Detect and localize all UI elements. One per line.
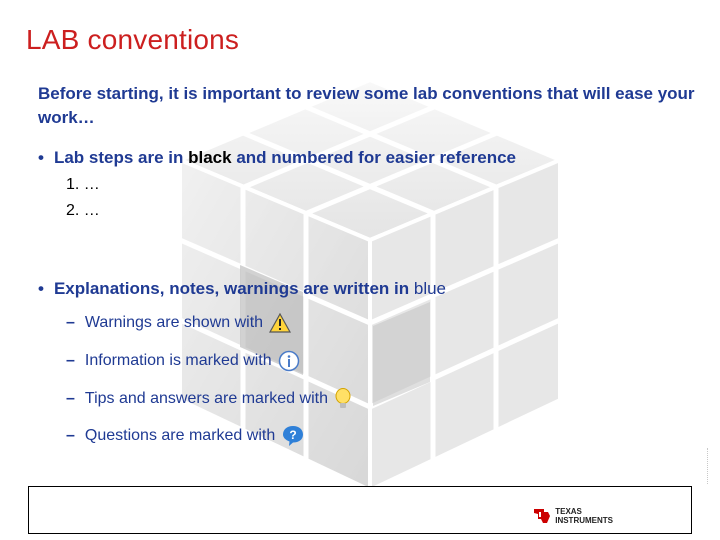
- subitem-information-text: Information is marked with: [84, 352, 272, 369]
- subitem-information: [66, 350, 300, 372]
- dash: –: [66, 427, 75, 444]
- ti-logo: [532, 507, 613, 525]
- dash: –: [66, 390, 75, 407]
- intro-text: Before starting, it is important to review some lab conventions that will ease your work…: [38, 84, 695, 127]
- info-icon: [278, 350, 300, 372]
- subitem-questions-text: Questions are marked with: [84, 427, 276, 444]
- bullet-dot: •: [38, 279, 44, 298]
- footer-bar: [28, 486, 692, 534]
- step-1: 1. …: [66, 176, 100, 193]
- dash: –: [66, 352, 75, 369]
- warning-icon: [269, 313, 291, 333]
- subitem-warnings: [66, 313, 291, 333]
- bullet-explanations-blue: blue: [413, 279, 446, 298]
- bullet-lab-steps-black: black: [188, 148, 232, 167]
- svg-text:?: ?: [289, 428, 297, 442]
- bullet-lab-steps: [38, 148, 516, 168]
- question-icon: [281, 424, 305, 448]
- lightbulb-icon: [334, 387, 352, 411]
- subitem-tips-text: Tips and answers are marked with: [84, 390, 328, 407]
- ti-logo-line1: TEXAS: [555, 507, 582, 516]
- side-marker: [707, 448, 714, 484]
- dash: –: [66, 314, 75, 331]
- bullet-explanations-part1: Explanations, notes, warnings are written in: [53, 279, 414, 298]
- subitem-questions: [66, 424, 305, 448]
- page-title: LAB conventions: [26, 24, 240, 55]
- subitem-warnings-text: Warnings are shown with: [84, 314, 264, 331]
- subitem-tips: [66, 387, 352, 411]
- ti-logo-icon: [532, 507, 552, 525]
- step-2: 2. …: [66, 202, 100, 219]
- bullet-dot: •: [38, 148, 44, 167]
- bullet-lab-steps-part3: and numbered for easier reference: [231, 148, 516, 167]
- bullet-lab-steps-part1: Lab steps are in: [53, 148, 189, 167]
- ti-logo-line2: INSTRUMENTS: [555, 516, 613, 525]
- bullet-explanations: [38, 279, 446, 299]
